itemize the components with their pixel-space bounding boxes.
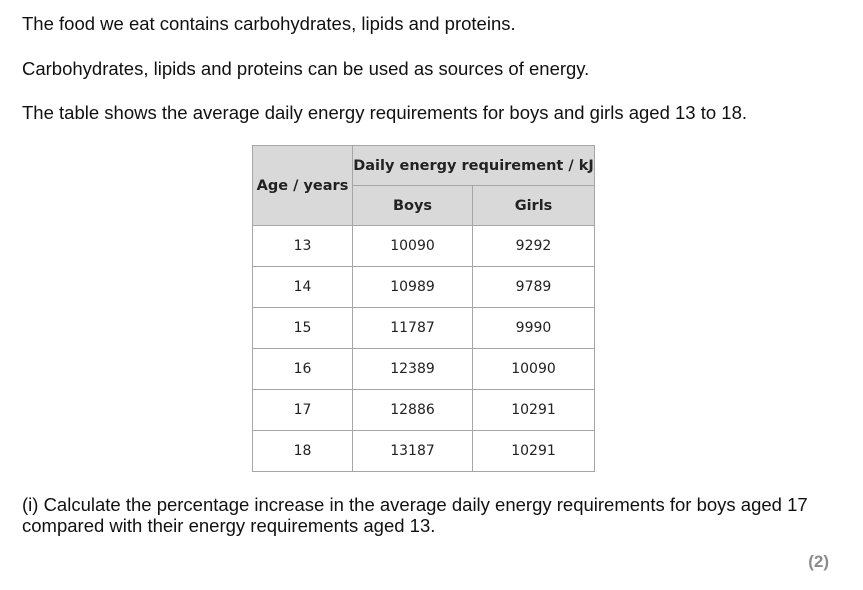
intro-line-table-description: The table shows the average daily energy requirements for boys and girls aged 13 to 18. bbox=[22, 102, 748, 123]
age-cell: 18 bbox=[253, 431, 353, 472]
age-cell: 13 bbox=[253, 226, 353, 267]
girls-cell: 9789 bbox=[473, 267, 595, 308]
marks-label: (2) bbox=[808, 552, 829, 571]
boys-cell: 10090 bbox=[353, 226, 473, 267]
girls-column-header: Girls bbox=[473, 186, 595, 226]
age-cell: 15 bbox=[253, 308, 353, 349]
boys-cell: 11787 bbox=[353, 308, 473, 349]
boys-cell: 12389 bbox=[353, 349, 473, 390]
table-row bbox=[253, 267, 595, 308]
age-cell: 16 bbox=[253, 349, 353, 390]
table-row bbox=[253, 308, 595, 349]
girls-cell: 10291 bbox=[473, 390, 595, 431]
intro-line-energy-sources: Carbohydrates, lipids and proteins can be used as sources of energy. bbox=[22, 58, 590, 79]
table-row bbox=[253, 431, 595, 472]
table-row bbox=[253, 226, 595, 267]
energy-requirements-table bbox=[252, 145, 595, 472]
boys-cell: 13187 bbox=[353, 431, 473, 472]
girls-cell: 10090 bbox=[473, 349, 595, 390]
age-cell: 17 bbox=[253, 390, 353, 431]
boys-column-header: Boys bbox=[353, 186, 473, 226]
boys-cell: 10989 bbox=[353, 267, 473, 308]
girls-cell: 10291 bbox=[473, 431, 595, 472]
question-text: (i) Calculate the percentage increase in the average daily energy requirements for boys aged 17 compared with their energy requirements aged 13. bbox=[22, 494, 808, 536]
girls-cell: 9990 bbox=[473, 308, 595, 349]
boys-cell: 12886 bbox=[353, 390, 473, 431]
energy-group-header: Daily energy requirement / kJ bbox=[353, 146, 595, 186]
girls-cell: 9292 bbox=[473, 226, 595, 267]
age-cell: 14 bbox=[253, 267, 353, 308]
age-column-header: Age / years bbox=[253, 146, 353, 226]
table-row bbox=[253, 349, 595, 390]
table-row bbox=[253, 390, 595, 431]
table-header-row bbox=[253, 146, 595, 186]
intro-line-food: The food we eat contains carbohydrates, lipids and proteins. bbox=[22, 13, 516, 34]
